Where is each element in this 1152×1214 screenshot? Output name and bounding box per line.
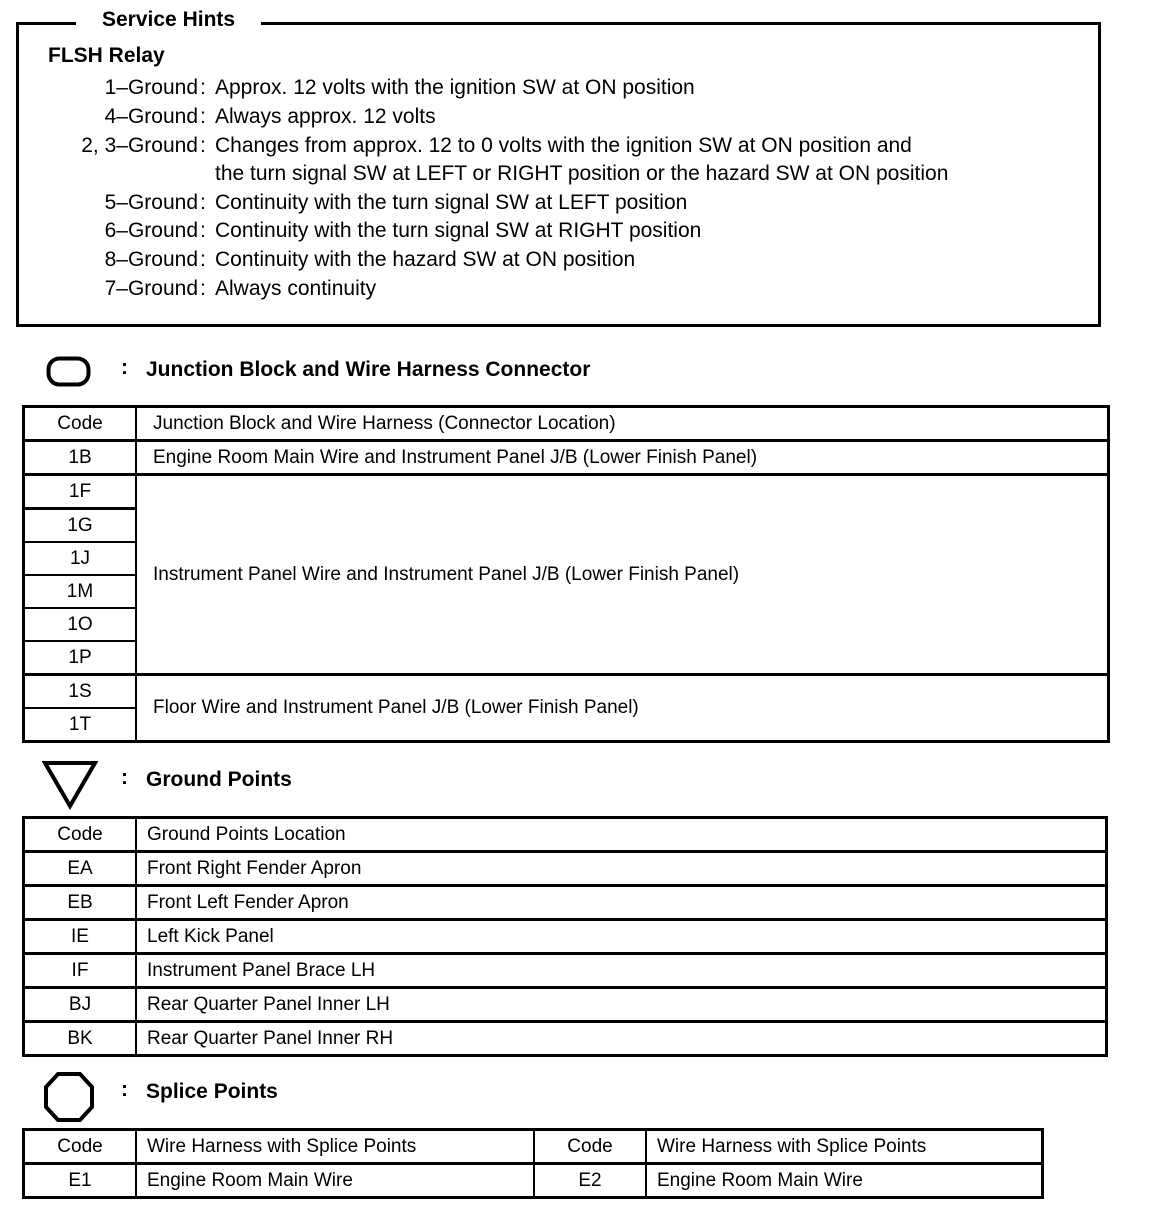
hint-term: 7–Ground <box>104 277 198 300</box>
code-header: Code <box>24 1130 137 1164</box>
code-header: Code <box>534 1130 646 1164</box>
table-row <box>24 1022 1107 1056</box>
section-colon: : <box>121 356 128 379</box>
table-row <box>24 886 1107 920</box>
table-header-row <box>24 818 1107 852</box>
desc-header: Junction Block and Wire Harness (Connector Location) <box>136 407 1109 441</box>
hint-desc: the turn signal SW at LEFT or RIGHT position or the hazard SW at ON position <box>215 162 949 185</box>
hint-term: 6–Ground <box>104 219 198 242</box>
code-cell: IF <box>24 954 137 988</box>
table-row <box>24 920 1107 954</box>
code-cell: BJ <box>24 988 137 1022</box>
hint-colon: : <box>200 191 206 214</box>
desc-cell: Engine Room Main Wire and Instrument Panel J/B (Lower Finish Panel) <box>136 441 1109 475</box>
hint-colon: : <box>200 248 206 271</box>
rounded-rectangle-icon <box>46 356 92 388</box>
desc-cell: Left Kick Panel <box>136 920 1107 954</box>
desc-cell-merged: Instrument Panel Wire and Instrument Panel J/B (Lower Finish Panel) <box>136 475 1109 675</box>
code-cell: 1O <box>24 608 137 641</box>
hint-term: 1–Ground <box>104 76 198 99</box>
code-header: Code <box>24 407 137 441</box>
hint-colon: : <box>200 105 206 128</box>
hint-desc: Approx. 12 volts with the ignition SW at ON position <box>215 76 695 99</box>
hint-desc: Changes from approx. 12 to 0 volts with the ignition SW at ON position and <box>215 134 912 157</box>
relay-title: FLSH Relay <box>48 44 165 67</box>
table-row <box>24 988 1107 1022</box>
service-hints-title: Service Hints <box>76 8 261 32</box>
table-row <box>24 954 1107 988</box>
hint-colon: : <box>200 76 206 99</box>
ground-triangle-icon <box>42 760 98 810</box>
section-colon: : <box>121 766 128 789</box>
table-row <box>24 475 1109 509</box>
splice-table <box>22 1128 1044 1199</box>
hint-term: 4–Ground <box>104 105 198 128</box>
code-cell: 1T <box>24 708 137 742</box>
junction-table <box>22 405 1110 743</box>
table-row <box>24 441 1109 475</box>
code-cell: 1J <box>24 542 137 575</box>
code-cell: 1F <box>24 475 137 509</box>
hint-desc: Always continuity <box>215 277 377 300</box>
code-cell: E2 <box>534 1164 646 1198</box>
ground-table <box>22 816 1108 1057</box>
hint-desc: Continuity with the turn signal SW at RIGHT position <box>215 219 702 242</box>
code-cell: 1P <box>24 641 137 675</box>
hint-desc: Continuity with the turn signal SW at LEFT position <box>215 191 688 214</box>
hint-colon: : <box>200 219 206 242</box>
hint-colon: : <box>200 134 206 157</box>
desc-header: Ground Points Location <box>136 818 1107 852</box>
section-colon: : <box>121 1078 128 1101</box>
splice-section-title: Splice Points <box>146 1080 278 1103</box>
junction-section-title: Junction Block and Wire Harness Connector <box>146 358 591 381</box>
code-cell: 1S <box>24 675 137 709</box>
desc-cell: Front Right Fender Apron <box>136 852 1107 886</box>
table-header-row <box>24 407 1109 441</box>
desc-cell: Rear Quarter Panel Inner LH <box>136 988 1107 1022</box>
code-cell: 1G <box>24 509 137 543</box>
table-row <box>24 675 1109 709</box>
desc-cell: Engine Room Main Wire <box>646 1164 1043 1198</box>
code-cell: 1M <box>24 575 137 608</box>
code-cell: 1B <box>24 441 137 475</box>
desc-cell: Engine Room Main Wire <box>136 1164 534 1198</box>
code-cell: EB <box>24 886 137 920</box>
code-cell: E1 <box>24 1164 137 1198</box>
hint-desc: Always approx. 12 volts <box>215 105 436 128</box>
code-cell: EA <box>24 852 137 886</box>
table-header-row <box>24 1130 1043 1164</box>
table-row <box>24 1164 1043 1198</box>
code-header: Code <box>24 818 137 852</box>
code-cell: BK <box>24 1022 137 1056</box>
desc-header: Wire Harness with Splice Points <box>136 1130 534 1164</box>
hint-term: 2, 3–Ground <box>81 134 198 157</box>
hint-term: 5–Ground <box>104 191 198 214</box>
desc-cell: Instrument Panel Brace LH <box>136 954 1107 988</box>
desc-header: Wire Harness with Splice Points <box>646 1130 1043 1164</box>
desc-cell: Front Left Fender Apron <box>136 886 1107 920</box>
ground-section-title: Ground Points <box>146 768 292 791</box>
code-cell: IE <box>24 920 137 954</box>
desc-cell: Rear Quarter Panel Inner RH <box>136 1022 1107 1056</box>
hint-desc: Continuity with the hazard SW at ON position <box>215 248 636 271</box>
hint-colon: : <box>200 277 206 300</box>
hint-term: 8–Ground <box>104 248 198 271</box>
octagon-icon <box>42 1071 96 1123</box>
desc-cell-merged: Floor Wire and Instrument Panel J/B (Lower Finish Panel) <box>136 675 1109 742</box>
table-row <box>24 852 1107 886</box>
